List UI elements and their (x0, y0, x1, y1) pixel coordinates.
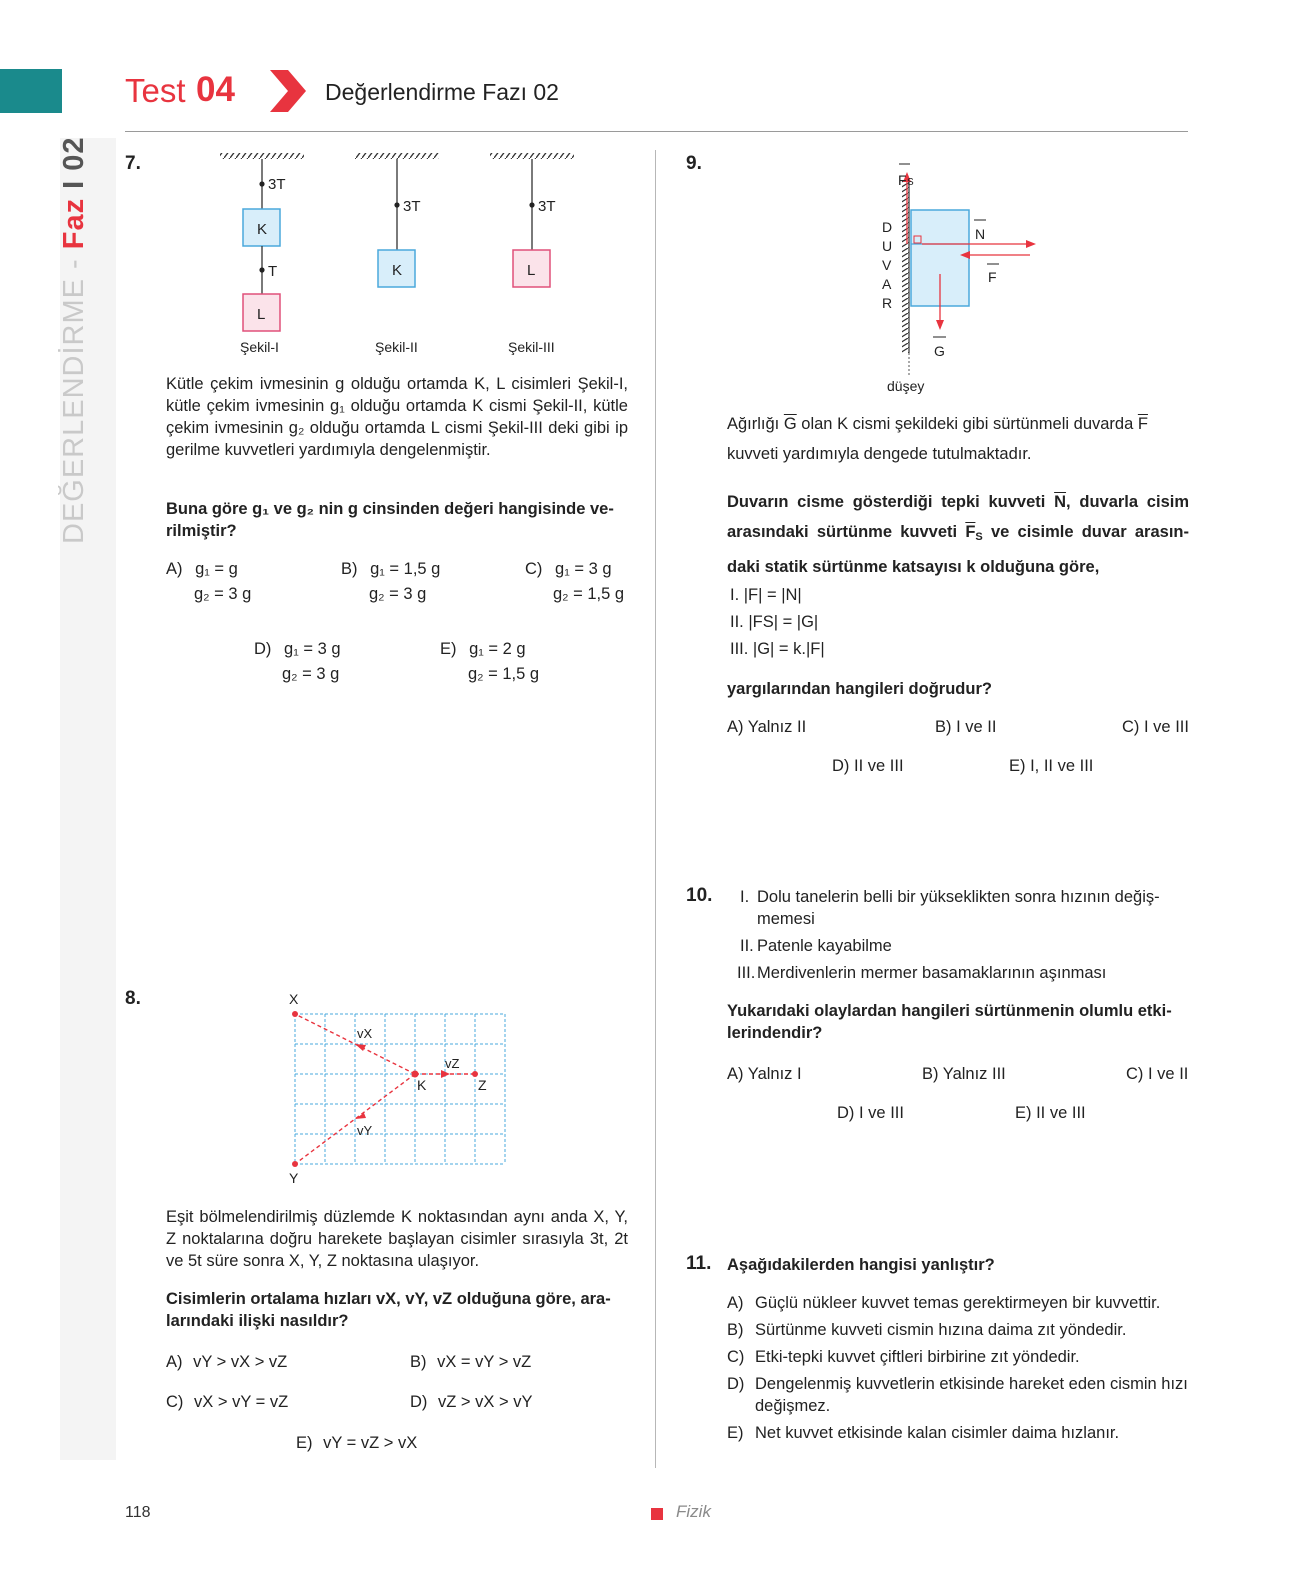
option-label: B) (727, 1321, 744, 1339)
vector-fs: $\overline{F}$ (965, 523, 976, 541)
q9-option-e[interactable] (1009, 757, 1093, 776)
force-label-f: F (988, 269, 997, 285)
chevron-right-icon (268, 68, 308, 114)
option-label: B) (935, 718, 952, 736)
q11-option-a[interactable] (727, 1292, 1192, 1314)
q10-option-e[interactable] (1015, 1104, 1086, 1123)
option-value: II ve III (854, 757, 904, 775)
wall (902, 178, 909, 353)
q9-question-end: yargılarından hangileri doğrudur? (727, 680, 992, 698)
option-label: D) (837, 1104, 855, 1122)
q9-option-b[interactable] (935, 718, 996, 737)
wall-letter: D (882, 219, 893, 235)
force-label-sub: S (907, 177, 914, 188)
q11-option-d[interactable] (727, 1373, 1192, 1417)
q8-text: Eşit bölmelendirilmiş düzlemde K noktasından aynı anda X, Y, Z noktalarına doğru harekete başlayan cisimler sırasıyla 3t, 2t ve 5t süre sonra X, Y, Z noktasına ulaşıyor. (166, 1208, 628, 1270)
item-text: Dolu tanelerin belli bir yükseklikten sonra hızının değişmemesi (757, 888, 1160, 928)
q8-option-a[interactable] (166, 1353, 287, 1372)
option-value: Net kuvvet etkisinde kalan cisimler daima hızlanır. (755, 1424, 1120, 1442)
q8-option-e[interactable] (296, 1434, 417, 1453)
footer-square-icon (651, 1508, 663, 1520)
q8-figure (275, 990, 525, 1185)
velocity-label: vX (357, 1026, 373, 1041)
figure-caption: Şekil-I (240, 339, 279, 355)
option-label: E) (296, 1434, 313, 1452)
option-label: E) (440, 640, 457, 658)
option-value: I ve III (1144, 718, 1189, 736)
q8-option-c[interactable] (166, 1393, 288, 1412)
sidebar-vertical-title (58, 136, 98, 544)
wall-letter: R (882, 295, 893, 311)
block-label: K (392, 262, 403, 279)
option-line: g₁ = 2 g (469, 640, 526, 658)
option-label: C) (727, 1348, 745, 1366)
option-value: vY = vZ > vX (323, 1434, 418, 1452)
option-label: C) (166, 1393, 184, 1411)
page-number: 118 (125, 1504, 151, 1521)
force-label-g: G (934, 343, 945, 359)
option-value: Etki-tepki kuvvet çiftleri birbirine zıt yöndedir. (755, 1348, 1080, 1366)
item-num: II. (740, 937, 754, 955)
page-title: Değerlendirme Fazı 02 (325, 79, 559, 105)
option-label: E) (727, 1424, 744, 1442)
q7-option-d[interactable] (254, 640, 341, 689)
q7-text: Kütle çekim ivmesinin g olduğu ortamda K, L cisimleri Şekil-I, kütle çekim ivmesinin g₁ olduğu ortamda K cismi Şekil-II, kütle çekim ivmesinin g₂ olduğu ortamda L cismi Şekil-III deki gibi ip gerilme kuvvetleri yardımıyla dengelenmiştir. (166, 375, 628, 459)
q8-option-b[interactable] (410, 1353, 531, 1372)
vector-f: $\overline{F}$ (1137, 415, 1148, 433)
subscript: S (975, 531, 983, 543)
option-label: A) (727, 1294, 744, 1312)
option-value: Yalnız I (747, 1065, 802, 1083)
force-label-fs: F (898, 172, 907, 188)
q11-number: 11. (686, 1253, 712, 1274)
q9-statements (730, 582, 825, 663)
q7-option-e[interactable] (440, 640, 539, 689)
q7-option-c[interactable] (525, 560, 624, 609)
test-label: Test (125, 72, 186, 109)
option-label: D) (254, 640, 272, 658)
arrow-right-icon (1026, 240, 1036, 248)
figure-caption: Şekil-III (508, 339, 555, 355)
q10-item-3 (737, 962, 1190, 984)
q11-option-c[interactable] (727, 1346, 1192, 1368)
option-value: Sürtünme kuvveti cismin hızına daima zıt yöndedir. (755, 1321, 1127, 1339)
q10-option-b[interactable] (922, 1065, 1006, 1084)
q10-option-c[interactable] (1126, 1065, 1188, 1084)
header-accent-bar (0, 69, 62, 113)
option-value: I, II ve III (1030, 757, 1094, 775)
ceiling-2 (355, 153, 439, 159)
text-part: , duvarla cisim arasındaki sürtünme kuvveti (727, 493, 1190, 541)
option-value: vZ > vX > vY (438, 1393, 533, 1411)
option-line: g₁ = 3 g (284, 640, 341, 658)
force-label-n: N (975, 226, 986, 242)
wall-label (882, 219, 892, 311)
wall-letter: V (882, 257, 892, 273)
ceiling-3 (490, 153, 574, 159)
option-line: g₂ = 3 g (282, 665, 340, 683)
q11-option-b[interactable] (727, 1319, 1192, 1341)
q11-question: Aşağıdakilerden hangisi yanlıştır? (727, 1256, 995, 1274)
option-label: C) (1122, 718, 1140, 736)
text-part: Ağırlığı (727, 415, 784, 433)
point-label: X (289, 991, 299, 1007)
option-value: vY > vX > vZ (193, 1353, 288, 1371)
q9-figure (860, 158, 1060, 398)
text-part: olan K cismi şekildeki gibi sürtünmeli duvarda (796, 415, 1138, 433)
option-value: vX = vY > vZ (437, 1353, 532, 1371)
block-label: L (527, 262, 536, 279)
q9-question (727, 487, 1189, 582)
figure-caption: Şekil-II (375, 339, 418, 355)
q8-number: 8. (125, 988, 141, 1009)
option-label: A) (727, 1065, 744, 1083)
option-label: C) (525, 560, 543, 578)
tension-label: T (268, 263, 278, 280)
velocity-label: vZ (445, 1056, 460, 1071)
arrow-icon (355, 1044, 366, 1051)
q10-item-1 (740, 886, 1190, 930)
option-label: B) (341, 560, 358, 578)
q7-option-a[interactable] (166, 560, 251, 609)
sidebar-faz-logo: Faz (58, 197, 90, 250)
wall-letter: U (882, 238, 893, 254)
q9-text (727, 409, 1189, 469)
option-line: g₁ = g (195, 560, 238, 578)
text-part: Duvarın cisme gösterdiği tepki kuvveti (727, 493, 1055, 511)
option-value: I ve III (859, 1104, 904, 1122)
point-label: Z (478, 1077, 487, 1093)
option-line: g₁ = 3 g (555, 560, 612, 578)
column-divider (655, 150, 656, 1468)
q7-number: 7. (125, 153, 141, 174)
q10-number: 10. (686, 885, 713, 906)
statement-3: III. |G| = k.|F| (730, 640, 825, 658)
text-part: kuvveti yardımıyla dengede tutulmaktadır. (727, 445, 1032, 463)
q7-figure (200, 150, 600, 365)
point-label: K (417, 1077, 427, 1093)
option-line: g₂ = 1,5 g (468, 665, 540, 683)
ceiling-1 (220, 153, 304, 159)
arrow-down-icon (936, 320, 944, 330)
item-text: Patenle kayabilme (757, 937, 892, 955)
statement-1: I. |F| = |N| (730, 586, 802, 604)
option-label: A) (166, 560, 183, 578)
sidebar-text-2: I 02 (58, 136, 90, 198)
option-label: D) (832, 757, 850, 775)
q9-option-a[interactable] (727, 718, 806, 737)
velocity-label: vY (357, 1123, 373, 1138)
option-value: vX > vY = vZ (194, 1393, 289, 1411)
grid (295, 1014, 505, 1164)
item-num: I. (740, 888, 750, 906)
tension-label: 3T (268, 176, 286, 193)
header-divider (125, 131, 1188, 132)
q7-question: Buna göre g₁ ve g₂ nin g cinsinden değeri hangisinde verilmiştir? (166, 500, 614, 540)
item-num: III. (737, 964, 756, 982)
tension-label: 3T (538, 198, 556, 215)
option-value: Yalnız III (942, 1065, 1006, 1083)
option-value: I ve II (956, 718, 997, 736)
q9-option-d[interactable] (832, 757, 904, 776)
option-value: II ve III (1036, 1104, 1086, 1122)
q10-option-d[interactable] (837, 1104, 904, 1123)
q11-option-e[interactable] (727, 1422, 1192, 1444)
item-text: Merdivenlerin mermer basamaklarının aşınması (757, 964, 1107, 982)
option-value: Yalnız II (747, 718, 807, 736)
option-line: g₁ = 1,5 g (370, 560, 441, 578)
option-label: A) (166, 1353, 183, 1371)
test-number: 04 (196, 70, 235, 109)
text-part: ve cisimle duvar arasındaki statik sürtünme katsayısı k olduğuna göre, (727, 523, 1189, 576)
q11-options (727, 1292, 1192, 1444)
q10-option-a[interactable] (727, 1065, 802, 1084)
option-label: E) (1015, 1104, 1032, 1122)
option-line: g₂ = 3 g (369, 585, 427, 603)
option-label: D) (410, 1393, 428, 1411)
q10-question: Yukarıdaki olaylardan hangileri sürtünmenin olumlu etkilerindendir? (727, 1002, 1172, 1042)
block-label: K (257, 221, 268, 238)
q9-option-c[interactable] (1122, 718, 1189, 737)
option-label: B) (410, 1353, 427, 1371)
q9-number: 9. (686, 153, 702, 174)
q8-option-d[interactable] (410, 1393, 532, 1412)
subject-label: Fizik (676, 1502, 711, 1521)
statement-2: II. |FS| = |G| (730, 613, 819, 631)
q8-question: Cisimlerin ortalama hızları vX, vY, vZ olduğuna göre, aralarındaki ilişki nasıldır? (166, 1290, 611, 1330)
option-value: I ve II (1148, 1065, 1189, 1083)
option-line: g₂ = 1,5 g (553, 585, 625, 603)
q10-item-2 (740, 935, 1190, 957)
block-label: L (257, 306, 266, 323)
q10-items (737, 886, 1190, 984)
option-label: E) (1009, 757, 1026, 775)
sidebar-text-1: DEĞERLENDİRME - (58, 249, 90, 544)
option-value: Güçlü nükleer kuvvet temas gerektirmeyen bir kuvvettir. (755, 1294, 1161, 1312)
vector-g: $\overline{G}$ (783, 415, 797, 433)
option-line: g₂ = 3 g (194, 585, 252, 603)
option-label: B) (922, 1065, 939, 1083)
option-label: A) (727, 718, 744, 736)
option-value: Dengelenmiş kuvvetlerin etkisinde hareket eden cismin hızı değişmez. (755, 1375, 1188, 1415)
point-label: Y (289, 1170, 299, 1185)
vector-n: $\overline{N}$ (1054, 493, 1067, 511)
option-label: C) (1126, 1065, 1144, 1083)
wall-letter: A (882, 276, 892, 292)
option-label: D) (727, 1375, 745, 1393)
vertical-label: düşey (887, 378, 925, 394)
q7-option-b[interactable] (341, 560, 440, 609)
tension-label: 3T (403, 198, 421, 215)
arrow-icon (355, 1113, 366, 1119)
